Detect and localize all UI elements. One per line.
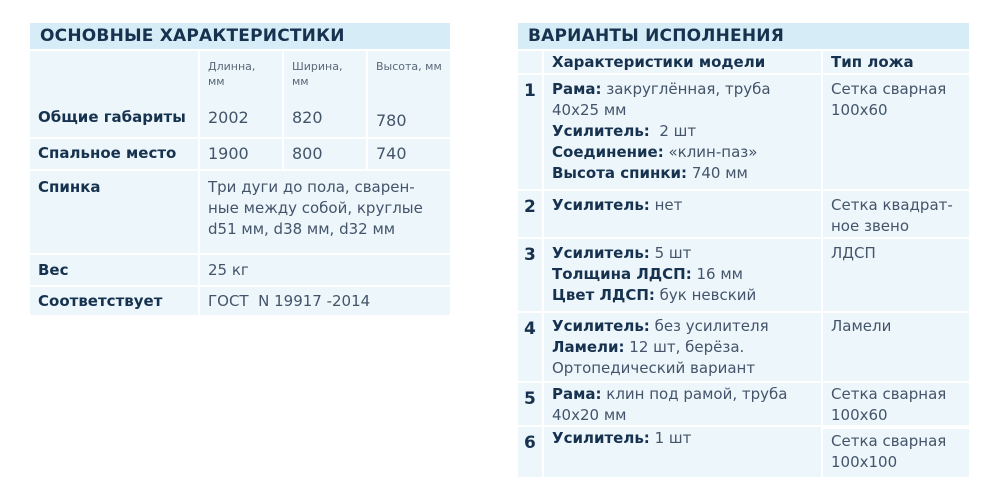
headboard-label: Спинка	[30, 171, 198, 253]
variant-bed-type: Сетка квадрат-ное звено	[823, 191, 969, 237]
model-line-value: бук невский	[654, 286, 757, 304]
col-header-length: Длинна, мм	[200, 51, 282, 119]
headboard-value: Три дуги до пола, сварен-ные между собой, круглые d51 мм, d38 мм, d32 мм	[200, 171, 450, 253]
model-line-key: Ламели:	[552, 338, 625, 356]
model-line	[552, 79, 813, 121]
conformity-label: Соответствует	[30, 287, 198, 315]
model-line	[552, 264, 813, 285]
variant-bed-type: ЛДСП	[823, 239, 969, 311]
model-line	[552, 121, 813, 142]
overall-height-value: 780	[368, 100, 450, 137]
variants-title: ВАРИАНТЫ ИСПОЛНЕНИЯ	[518, 23, 969, 49]
model-line-key: Усилитель:	[552, 317, 650, 335]
model-line	[552, 384, 813, 426]
model-line-value: 5 шт	[649, 244, 692, 262]
variant-model	[544, 239, 821, 311]
model-line-value: без усилителя	[649, 317, 769, 335]
sleeping-place-label: Спальное место	[30, 139, 198, 169]
model-line	[552, 195, 813, 216]
model-line-value: клин под рамой, труба 40х20 мм	[552, 385, 788, 424]
model-line-value: нет	[649, 196, 683, 214]
model-line-value: 2 шт	[649, 122, 697, 140]
conformity-value: ГОСТ N 19917 -2014	[200, 287, 450, 315]
model-line-key: Рама:	[552, 385, 602, 403]
variant-number: 3	[518, 239, 542, 311]
model-line	[552, 142, 813, 163]
model-line-key: Соединение:	[552, 143, 664, 161]
weight-value: 25 кг	[200, 255, 450, 285]
variant-number: 2	[518, 191, 542, 237]
model-line-key: Усилитель:	[552, 429, 650, 447]
model-line-key: Усилитель:	[552, 244, 650, 262]
bed-col-header: Тип ложа	[823, 51, 969, 73]
model-line	[552, 337, 813, 358]
model-line-key: Высота спинки:	[552, 164, 688, 182]
variant-model	[544, 427, 821, 477]
model-line	[552, 316, 813, 337]
sleeping-height-value: 740	[368, 139, 450, 169]
model-line	[552, 243, 813, 264]
overall-length-value: 2002	[200, 100, 282, 137]
model-line-key: Усилитель:	[552, 196, 650, 214]
model-line-value: 740 мм	[687, 164, 748, 182]
sleeping-length-value: 1900	[200, 139, 282, 169]
overall-width-value: 820	[284, 100, 366, 137]
model-line-key: Усилитель:	[552, 122, 650, 140]
variant-bed-type: Сетка сварная 100х60	[823, 383, 969, 425]
model-line	[552, 358, 813, 379]
variant-bed-type: Ламели	[823, 313, 969, 381]
variants-panel	[518, 23, 969, 483]
model-line	[552, 428, 813, 449]
model-line-value: Ортопедический вариант	[552, 359, 756, 377]
model-line-value: 1 шт	[649, 429, 692, 447]
model-line-key: Толщина ЛДСП:	[552, 265, 692, 283]
model-line-key: Цвет ЛДСП:	[552, 286, 655, 304]
model-line	[552, 285, 813, 306]
variants-num-header	[518, 51, 542, 73]
variant-number: 1	[518, 75, 542, 189]
variant-number: 6	[518, 427, 542, 477]
model-line-value: 12 шт, берёза.	[624, 338, 745, 356]
col-header-width: Ширина, мм	[284, 51, 366, 119]
model-line-value: 16 мм	[691, 265, 743, 283]
variant-model	[544, 383, 821, 425]
variant-number: 5	[518, 383, 542, 425]
variant-model	[544, 191, 821, 237]
variant-bed-type: Сетка сварная 100х100	[823, 429, 969, 477]
variant-model	[544, 75, 821, 189]
model-line-value: «клин-паз»	[663, 143, 758, 161]
specs-title: ОСНОВНЫЕ ХАРАКТЕРИСТИКИ	[30, 23, 450, 49]
sleeping-width-value: 800	[284, 139, 366, 169]
model-line	[552, 163, 813, 184]
model-line-key: Рама:	[552, 80, 602, 98]
variant-number: 4	[518, 313, 542, 381]
specs-panel	[30, 23, 450, 313]
variant-bed-type: Сетка сварная 100х60	[823, 75, 969, 189]
model-line-value: закруглённая, труба 40х25 мм	[552, 80, 771, 119]
col-header-height: Высота, мм	[368, 51, 450, 119]
model-col-header: Характеристики модели	[544, 51, 821, 73]
weight-label: Вес	[30, 255, 198, 285]
overall-dimensions-label: Общие габариты	[30, 100, 198, 137]
variant-model	[544, 313, 821, 381]
